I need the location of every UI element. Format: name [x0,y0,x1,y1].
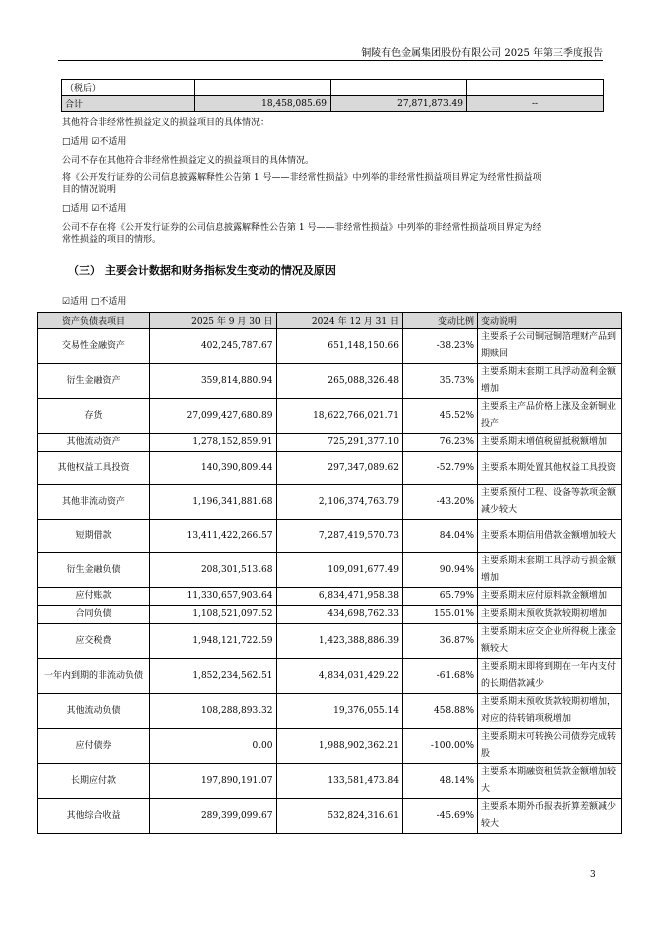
change-note: 主要系本期融资租赁款金额增加较大 [478,764,622,799]
change-note: 主要系期末套期工具浮动盈利金额增加 [478,364,622,399]
applicability-check: □适用 ☑不适用 [62,204,127,214]
change-ratio: -43.20% [402,485,477,520]
row-item: 应交税费 [38,624,150,659]
column-header: 资产负债表项目 [38,313,150,329]
change-ratio: 65.79% [402,588,477,606]
change-ratio: 36.87% [402,624,477,659]
change-ratio: 45.52% [402,399,477,434]
row-item: 衍生金融负债 [38,553,150,588]
value-2025: 289,399,099.67 [150,799,276,834]
change-note: 主要系期末即将到期在一年内支付的长期借款减少 [478,659,622,694]
value-2025: 1,852,234,562.51 [150,659,276,694]
value-2024: 2,106,374,763.79 [276,485,402,520]
cell-value: -- [467,96,604,112]
value-2024: 725,291,377.10 [276,434,402,452]
table-row [38,606,622,624]
paragraph: 公司不存在将《公开发行证券的公司信息披露解释性公告第 1 号——非经常性损益》中列举的非经常性损益项目界定为经 [62,223,542,233]
table-row [38,452,622,485]
cell-value [195,80,331,96]
value-2024: 1,988,902,362.21 [276,729,402,764]
nonrecurring-summary-table [61,79,604,112]
change-note: 主要系期末应交企业所得税上涨金额较大 [478,624,622,659]
change-note: 主要系期末套期工具浮动亏损金额增加 [478,553,622,588]
value-2024: 18,622,766,021.71 [276,399,402,434]
value-2024: 19,376,055.14 [276,694,402,729]
value-2024: 651,148,150.66 [276,329,402,364]
table-row [38,659,622,694]
row-item: 应付债券 [38,729,150,764]
value-2025: 140,390,809.44 [150,452,276,485]
paragraph: 目的情况说明 [62,185,117,195]
row-item: 应付账款 [38,588,150,606]
table-row [38,520,622,553]
row-item: 其他权益工具投资 [38,452,150,485]
change-note: 主要系本期处置其他权益工具投资 [478,452,622,485]
value-2024: 532,824,316.61 [276,799,402,834]
row-item: 一年内到期的非流动负债 [38,659,150,694]
change-ratio: 155.01% [402,606,477,624]
row-item: 长期应付款 [38,764,150,799]
table-row [38,485,622,520]
table-row [38,624,622,659]
row-item: 其他非流动资产 [38,485,150,520]
value-2024: 434,698,762.33 [276,606,402,624]
paragraph: 公司不存在其他符合非经常性损益定义的损益项目的具体情况。 [62,156,315,166]
cell-value: 18,458,085.69 [195,96,331,112]
paragraph: 将《公开发行证券的公司信息披露解释性公告第 1 号——非经常性损益》中列举的非经常性损益项目界定为经常性损益项 [62,173,542,183]
table-row [38,588,622,606]
change-ratio: 458.88% [402,694,477,729]
table-row [38,553,622,588]
table-row [38,329,622,364]
value-2024: 6,834,471,958.38 [276,588,402,606]
change-note: 主要系期末预收货款较期初增加 [478,606,622,624]
section-title: （三） 主要会计数据和财务指标发生变动的情况及原因 [68,264,336,277]
change-note: 主要系本期信用借款金额增加较大 [478,520,622,553]
value-2025: 108,288,893.32 [150,694,276,729]
change-ratio: 76.23% [402,434,477,452]
change-ratio: 84.04% [402,520,477,553]
value-2024: 133,581,473.84 [276,764,402,799]
value-2025: 27,099,427,680.89 [150,399,276,434]
table-row [38,364,622,399]
value-2025: 13,411,422,266.57 [150,520,276,553]
paragraph: 常性损益的项目的情形。 [62,235,162,245]
value-2025: 1,196,341,881.68 [150,485,276,520]
value-2024: 109,091,677.49 [276,553,402,588]
cell-value [467,80,604,96]
change-note: 主要系期末预收货款较期初增加，对应的待转销项税增加 [478,694,622,729]
row-item: 其他流动负债 [38,694,150,729]
value-2025: 1,948,121,722.59 [150,624,276,659]
balance-sheet-changes-table [37,312,622,834]
page-number: 3 [590,870,596,880]
row-item: 合同负债 [38,606,150,624]
row-item: 存货 [38,399,150,434]
value-2025: 197,890,191.07 [150,764,276,799]
change-ratio: -45.69% [402,799,477,834]
column-header: 变动说明 [478,313,622,329]
report-header: 铜陵有色金属集团股份有限公司 2025 年第三季度报告 [361,48,603,59]
column-header: 变动比例 [402,313,477,329]
change-note: 主要系主产品价格上涨及金新铜业投产 [478,399,622,434]
change-note: 主要系期末增值税留抵税额增加 [478,434,622,452]
change-note: 主要系期末可转换公司债券完成转股 [478,729,622,764]
table-row [38,729,622,764]
value-2025: 1,278,152,859.91 [150,434,276,452]
table-row [62,80,604,96]
row-item: 其他综合收益 [38,799,150,834]
column-header: 2025 年 9 月 30 日 [150,313,276,329]
column-header: 2024 年 12 月 31 日 [276,313,402,329]
value-2025: 11,330,657,903.64 [150,588,276,606]
paragraph: 其他符合非经常性损益定义的损益项目的具体情况： [62,118,270,128]
row-item: 短期借款 [38,520,150,553]
change-note: 主要系子公司铜冠铜箔理财产品到期赎回 [478,329,622,364]
table-row [38,399,622,434]
change-ratio: 35.73% [402,364,477,399]
table-header-row [38,313,622,329]
change-ratio: 48.14% [402,764,477,799]
value-2024: 265,088,326.48 [276,364,402,399]
value-2025: 402,245,787.67 [150,329,276,364]
header-rule [58,60,603,61]
table-row [38,434,622,452]
row-label: 合计 [62,96,195,112]
change-note: 主要系本期外币报表折算差额减少较大 [478,799,622,834]
value-2025: 0.00 [150,729,276,764]
change-ratio: 90.94% [402,553,477,588]
change-note: 主要系预付工程、设备等款项金额减少较大 [478,485,622,520]
row-item: 其他流动资产 [38,434,150,452]
row-item: 交易性金融资产 [38,329,150,364]
change-note: 主要系期末应付原料款金额增加 [478,588,622,606]
table-row [38,694,622,729]
change-ratio: -52.79% [402,452,477,485]
value-2025: 208,301,513.68 [150,553,276,588]
value-2024: 1,423,388,886.39 [276,624,402,659]
row-label: （税后） [62,80,195,96]
table-row [38,764,622,799]
value-2024: 4,834,031,429.22 [276,659,402,694]
change-ratio: -100.00% [402,729,477,764]
table-row-total [62,96,604,112]
value-2024: 297,347,089.62 [276,452,402,485]
cell-value [331,80,467,96]
cell-value: 27,871,873.49 [331,96,467,112]
applicability-check: □适用 ☑不适用 [62,137,127,147]
value-2025: 1,108,521,097.52 [150,606,276,624]
applicability-check: ☑适用 □不适用 [62,297,127,307]
change-ratio: -38.23% [402,329,477,364]
table-row [38,799,622,834]
value-2025: 359,814,880.94 [150,364,276,399]
change-ratio: -61.68% [402,659,477,694]
row-item: 衍生金融资产 [38,364,150,399]
value-2024: 7,287,419,570.73 [276,520,402,553]
